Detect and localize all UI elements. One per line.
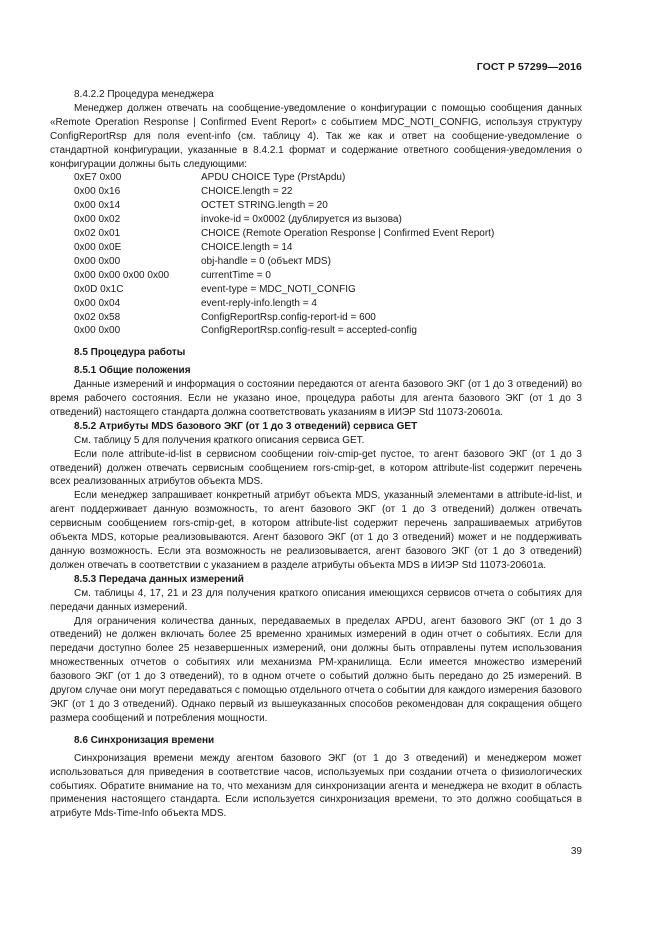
row-code: 0x00 0x16: [74, 186, 121, 198]
row-desc: ConfigReportRsp.config-report-id = 600: [201, 311, 376, 323]
apdu-table: [74, 171, 582, 338]
section-8-5-1-title: 8.5.1 Общие положения: [74, 365, 191, 377]
table-row: [74, 311, 582, 325]
table-row: [74, 297, 582, 311]
row-desc: OCTET STRING.length = 20: [201, 200, 328, 212]
section-8-5-title: 8.5 Процедура работы: [74, 347, 186, 359]
page-content: [50, 88, 582, 821]
section-8-5-3-p2: Для ограничения количества данных, передаваемых в пределах APDU, агент базового ЭКГ (от 1 до 3 отведений) не должен включать более 25 временно хранимых измерений в один отчет о событиях. Если для передачи доступно более 25 незавершенных измерений, они должны быть отправлены путем использования множественных отчетов о событиях или механизма PM-хранилища. Если имеется множество измерений базового ЭКГ (от 1 до 3 отведений), то в одном отчете о событий должно быть передано до 25 измерений. В другом случае они могут передаваться с помощью отдельного отчета о событии для каждого измерения базового ЭКГ (от 1 до 3 отведений). Однако первый из вышеуказанных способов рекомендован для сокращения общего размера сообщений и потребления мощности.: [50, 615, 582, 724]
table-row: [74, 199, 582, 213]
row-code: 0x02 0x01: [74, 228, 121, 240]
page-number: 39: [570, 846, 582, 857]
section-8-5-2-p2: Если поле attribute-id-list в сервисном сообщении roiv-cmip-get пустое, то агент базового ЭКГ (от 1 до 3 отведений) должен отвечать сервисным сообщением rors-cmip-get, в котором attribute-list содержит перечень всех реализованных атрибутов объекта MDS.: [50, 448, 582, 488]
section-8-6-title: 8.6 Синхронизация времени: [74, 734, 215, 746]
section-8-4-2-2-title: 8.4.2.2 Процедура менеджера: [74, 89, 214, 100]
section-8-4-2-2-text: Менеджер должен отвечать на сообщение-уведомление о конфигурации с помощью сообщения данных «Remote Operation Response | Confirmed Event Report» с событием MDC_NOTI_CONFIG, используя структуру ConfigReportRsp для поля event-info (см. таблицу 4). Так же как и ответ на сообщение-уведомление о стандартной конфигурации, указанные в 8.4.2.1 формат и содержание ответного сообщения-уведомления о конфигурации должны быть следующими:: [50, 102, 582, 170]
section-8-6-text: Синхронизация времени между агентом базового ЭКГ (от 1 до 3 отведений) и менеджером может использоваться для приведения в соответствие часов, используемых при создании отчета о физиологических событиях. Обратите внимание на то, что механизм для синхронизации агента и менеджера не входит в область применения настоящего стандарта. Если используется синхронизация времени, то это должно сообщаться в атрибуте Mds-Time-Info объекта MDS.: [50, 752, 582, 820]
row-code: 0x02 0x58: [74, 311, 121, 323]
table-row: [74, 171, 582, 185]
row-desc: event-type = MDC_NOTI_CONFIG: [201, 283, 356, 295]
table-row: [74, 255, 582, 269]
standard-header: ГОСТ Р 57299—2016: [476, 61, 582, 73]
row-desc: CHOICE (Remote Operation Response | Confirmed Event Report): [201, 228, 495, 240]
row-desc: event-reply-info.length = 4: [201, 297, 317, 309]
section-8-5-2-p3: Если менеджер запрашивает конкретный атрибут объекта MDS, указанный элементами в attribute-id-list, и агент поддерживает данную возможность, то агент базового ЭКГ (от 1 до 3 отведений) должен отвечать сервисным сообщением rors-cmip-get, в котором attribute-list содержит перечень запрашиваемых атрибутов объекта MDS, которые реализовываются. Агент базового ЭКГ (от 1 до 3 отведений) может и не поддерживать данную возможность. Если эта возможность не реализовывается, агент базового ЭКГ (от 1 до 3 отведений) должен отвечать в соответствии с указанием в разделе атрибуты объекта MDS в ИИЭР Std 11073-20601а.: [50, 490, 582, 571]
row-code: 0x00 0x04: [74, 297, 121, 309]
row-desc: currentTime = 0: [201, 269, 271, 281]
row-desc: APDU CHOICE Type (PrstApdu): [201, 172, 346, 184]
row-code: 0x0D 0x1C: [74, 283, 124, 295]
table-row: [74, 324, 582, 338]
row-desc: CHOICE.length = 22: [201, 186, 293, 198]
table-row: [74, 283, 582, 297]
row-code: 0x00 0x00 0x00 0x00: [74, 269, 170, 281]
table-row: [74, 227, 582, 241]
table-row: [74, 269, 582, 283]
section-8-5-1-text: Данные измерений и информация о состоянии передаются от агента базового ЭКГ (от 1 до 3 отведений) во время рабочего состояния. Если не указано иное, процедура работы для агента базового ЭКГ (от 1 до 3 отведений) настоящего стандарта должна соответствовать указаниям в ИИЭР Std 11073-20601а.: [50, 379, 582, 418]
table-row: [74, 241, 582, 255]
table-row: [74, 185, 582, 199]
section-8-5-3-p1: См. таблицы 4, 17, 21 и 23 для получения краткого описания имеющихся сервисов отчета о событиях для передачи данных измерений.: [50, 587, 582, 613]
row-desc: invoke-id = 0x0002 (дублируется из вызова): [201, 214, 402, 226]
row-code: 0x00 0x02: [74, 214, 121, 226]
row-code: 0xE7 0x00: [74, 172, 122, 184]
row-code: 0x00 0x00: [74, 255, 121, 267]
row-desc: CHOICE.length = 14: [201, 241, 293, 253]
row-desc: obj-handle = 0 (объект MDS): [201, 255, 331, 267]
row-code: 0x00 0x00: [74, 325, 121, 337]
section-8-5-2-title: 8.5.2 Атрибуты MDS базового ЭКГ (от 1 до 3 отведений) сервиса GET: [74, 420, 418, 432]
row-code: 0x00 0x0E: [74, 241, 122, 253]
row-desc: ConfigReportRsp.config-result = accepted-config: [201, 325, 417, 337]
row-code: 0x00 0x14: [74, 200, 121, 212]
section-8-5-3-title: 8.5.3 Передача данных измерений: [74, 573, 244, 585]
table-row: [74, 213, 582, 227]
section-8-5-2-p1: См. таблицу 5 для получения краткого описания сервиса GET.: [74, 434, 365, 446]
